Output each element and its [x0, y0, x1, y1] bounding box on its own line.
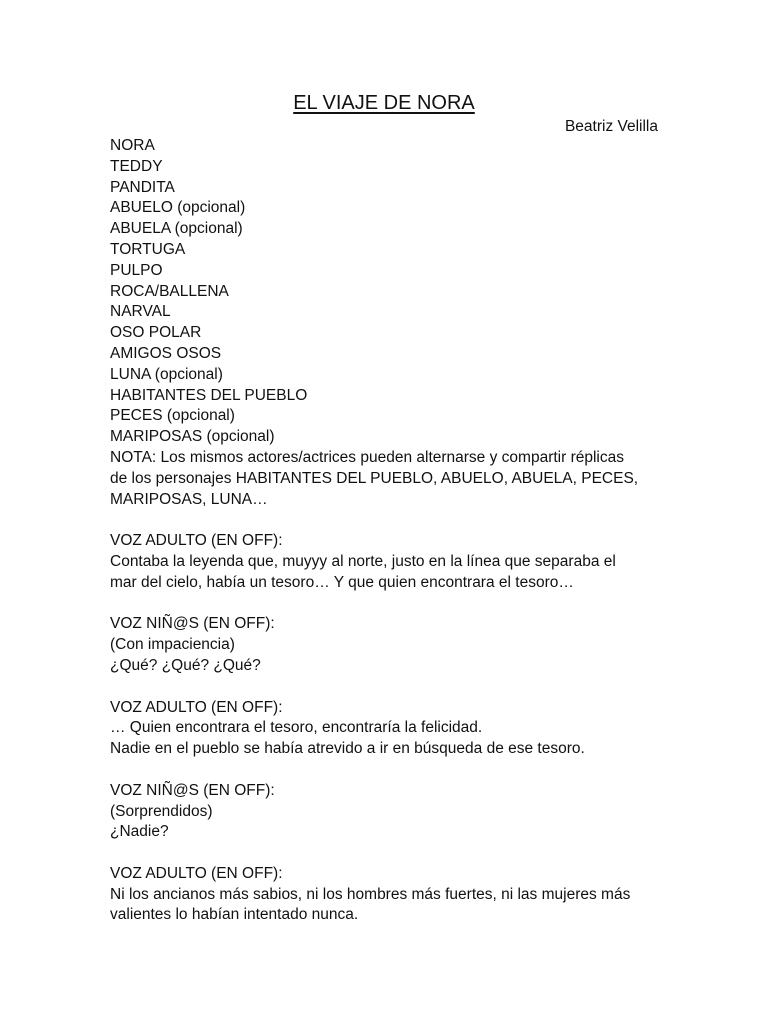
paragraph-spacer: [110, 843, 670, 864]
dialogue-line: valientes lo habían intentado nunca.: [110, 906, 359, 924]
speaker-label: VOZ NIÑ@S (EN OFF):: [110, 615, 275, 633]
character-item: MARIPOSAS (opcional): [110, 428, 275, 446]
note-line: MARIPOSAS, LUNA…: [110, 490, 268, 508]
character-item: AMIGOS OSOS: [110, 344, 222, 362]
dialogue-block: [110, 698, 670, 760]
dialogue-block: [110, 781, 670, 843]
dialogue-line: Nadie en el pueblo se había atrevido a ir en búsqueda de ese tesoro.: [110, 740, 585, 758]
note-line: de los personajes HABITANTES DEL PUEBLO, ABUELO, ABUELA, PECES,: [110, 469, 639, 487]
speaker-label: VOZ ADULTO (EN OFF):: [110, 864, 283, 882]
character-item: NARVAL: [110, 303, 171, 321]
document-title: EL VIAJE DE NORA: [293, 92, 475, 114]
dialogue-line: Ni los ancianos más sabios, ni los hombres más fuertes, ni las mujeres más: [110, 885, 631, 903]
dialogue-line: ¿Nadie?: [110, 823, 169, 841]
paragraph-spacer: [110, 594, 670, 615]
cast-note: [110, 448, 670, 510]
paragraph-spacer: [110, 677, 670, 698]
dialogue-line: … Quien encontrara el tesoro, encontraría la felicidad.: [110, 719, 483, 737]
dialogue-line: (Sorprendidos): [110, 802, 213, 820]
character-item: ABUELO (opcional): [110, 199, 246, 217]
character-item: ROCA/BALLENA: [110, 282, 229, 300]
dialogue-line: Contaba la leyenda que, muyyy al norte, justo en la línea que separaba el: [110, 552, 616, 570]
character-item: HABITANTES DEL PUEBLO: [110, 386, 308, 404]
paragraph-spacer: [110, 510, 670, 531]
dialogue-block: [110, 531, 670, 593]
speaker-label: VOZ ADULTO (EN OFF):: [110, 532, 283, 550]
character-item: ABUELA (opcional): [110, 220, 243, 238]
character-list: [110, 136, 670, 448]
document-author: Beatriz Velilla: [564, 118, 658, 135]
dialogue-line: (Con impaciencia): [110, 636, 235, 654]
paragraph-spacer: [110, 760, 670, 781]
character-item: OSO POLAR: [110, 324, 202, 342]
dialogue-line: mar del cielo, había un tesoro… Y que quien encontrara el tesoro…: [110, 573, 574, 591]
character-item: PECES (opcional): [110, 407, 235, 425]
dialogue-line: ¿Qué? ¿Qué? ¿Qué?: [110, 656, 261, 674]
note-line: NOTA: Los mismos actores/actrices pueden alternarse y compartir réplicas: [110, 448, 624, 466]
character-item: LUNA (opcional): [110, 365, 223, 383]
dialogue-block: [110, 614, 670, 676]
character-item: PULPO: [110, 261, 163, 279]
dialogue-block: [110, 864, 670, 926]
character-item: NORA: [110, 137, 155, 154]
character-item: PANDITA: [110, 178, 175, 196]
speaker-label: VOZ NIÑ@S (EN OFF):: [110, 781, 275, 799]
character-item: TORTUGA: [110, 240, 186, 258]
speaker-label: VOZ ADULTO (EN OFF):: [110, 698, 283, 716]
character-item: TEDDY: [110, 157, 163, 175]
document-body: [110, 136, 670, 926]
